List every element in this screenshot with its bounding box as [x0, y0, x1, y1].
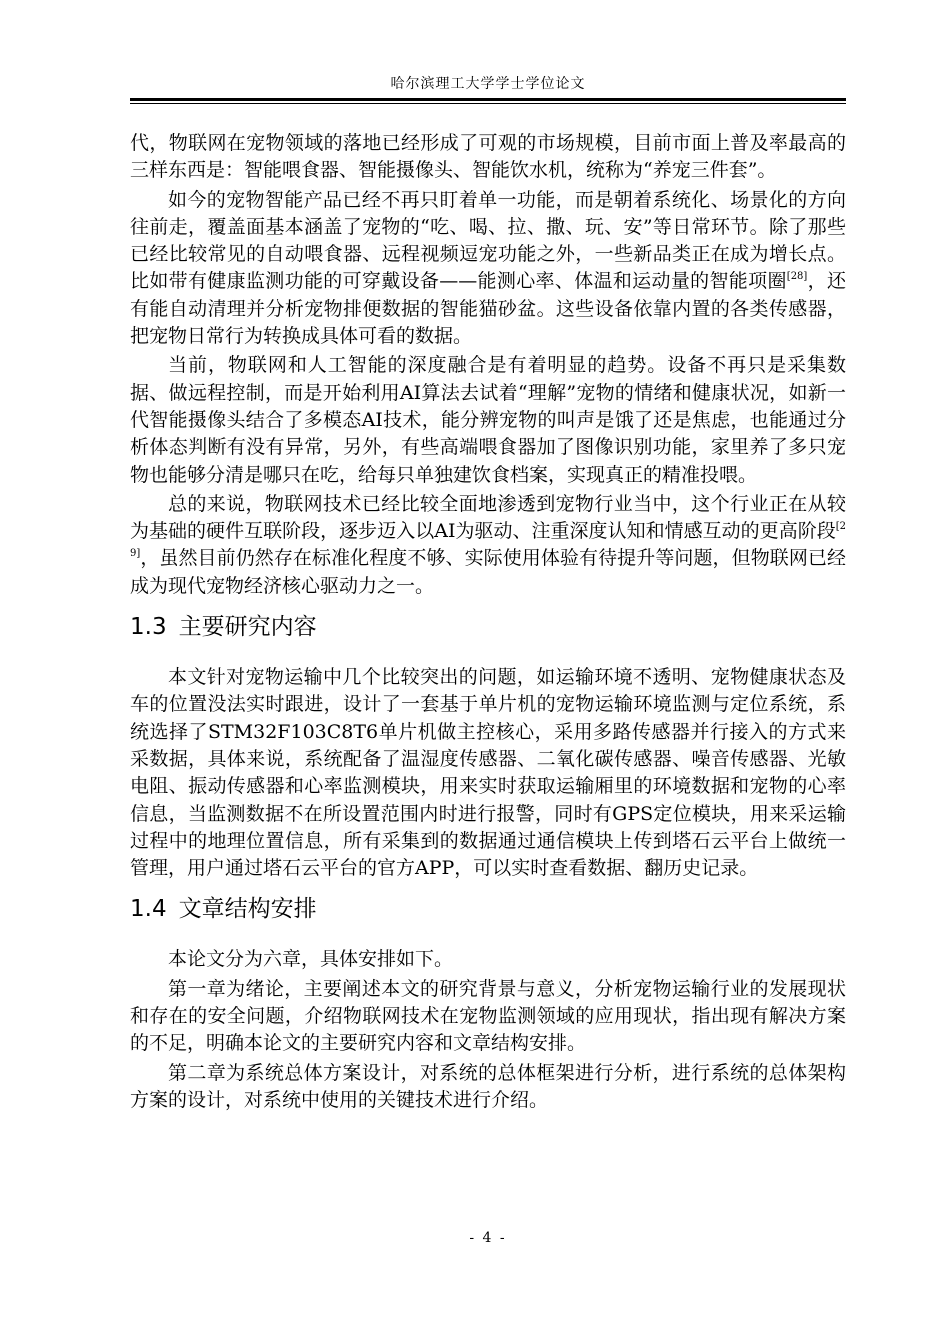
- paragraph-chapter-2: 第二章为系统总体方案设计，对系统的总体框架进行分析，进行系统的总体架构方案的设计，对系统中使用的关键技术进行介绍。: [130, 1061, 846, 1111]
- section-title: 文章结构安排: [178, 896, 317, 923]
- section-number: 1.4: [130, 896, 167, 923]
- paragraph-text: 如今的宠物智能产品已经不再只盯着单一功能，而是朝着系统化、场景化的方向往前走，覆盖面基本涵盖了宠物的“吃、喝、拉、撒、玩、安”等日常环节。除了那些已经比较常见的自动喂食器、远程视频逗宠功能之外，一些新品类正在成为增长点。比如带有健康监测功能的可穿戴设备——能测心率、体温和运动量的智能项圈: [130, 188, 846, 293]
- paragraph-text: 总的来说，物联网技术已经比较全面地渗透到宠物行业当中，这个行业正在从较为基础的硬件互联阶段，逐步迈入以AI为驱动、注重深度认知和情感互动的更高阶段: [130, 492, 846, 543]
- paragraph-pet-smart-products: [130, 187, 846, 351]
- paragraph-summary: [130, 491, 846, 600]
- section-heading-1-3: [130, 612, 846, 642]
- paragraph-chapter-intro: 本论文分为六章，具体安排如下。: [168, 948, 454, 971]
- section-heading-1-4: [130, 894, 846, 924]
- citation-29[interactable]: [29]: [130, 521, 846, 560]
- paragraph-continuation: 代，物联网在宠物领域的落地已经形成了可观的市场规模，目前市面上普及率最高的三样东西是：智能喂食器、智能摄像头、智能饮水机，统称为“养宠三件套”。: [130, 132, 846, 182]
- header-rule-thin: [130, 103, 846, 104]
- paragraph-text: ，虽然目前仍然存在标准化程度不够、实际使用体验有待提升等问题，但物联网已经成为现代宠物经济核心驱动力之一。: [130, 547, 846, 597]
- section-number: 1.3: [130, 614, 167, 641]
- paragraph-iot-ai-fusion: 当前，物联网和人工智能的深度融合是有着明显的趋势。设备不再只是采集数据、做远程控制，而是开始利用AI算法去试着“理解”宠物的情绪和健康状况，如新一代智能摄像头结合了多模态AI技术，能分辨宠物的叫声是饿了还是焦虑，也能通过分析体态判断有没有异常，另外，有些高端喂食器加了图像识别功能，家里养了多只宠物也能够分清是哪只在吃，给每只单独建饮食档案，实现真正的精准投喂。: [130, 354, 846, 486]
- paragraph-chapter-1: 第一章为绪论，主要阐述本文的研究背景与意义，分析宠物运输行业的发展现状和存在的安全问题，介绍物联网技术在宠物监测领域的应用现状，指出现有解决方案的不足，明确本论文的主要研究内容和文章结构安排。: [130, 977, 846, 1055]
- citation-28[interactable]: [28]: [786, 271, 808, 283]
- header-rule-thick: [130, 98, 846, 101]
- page-number: - 4 -: [469, 1230, 507, 1246]
- paragraph-research-content: 本文针对宠物运输中几个比较突出的问题，如运输环境不透明、宠物健康状态及车的位置没法实时跟进，设计了一套基于单片机的宠物运输环境监测与定位系统，系统选择了STM32F103C8T6单片机做主控核心，采用多路传感器并行接入的方式来采数据，具体来说，系统配备了温湿度传感器、二氧化碳传感器、噪音传感器、光敏电阻、振动传感器和心率监测模块，用来实时获取运输厢里的环境数据和宠物的心率信息，当监测数据不在所设置范围内时进行报警，同时有GPS定位模块，用来采运输过程中的地理位置信息，所有采集到的数据通过通信模块上传到塔石云平台上做统一管理，用户通过塔石云平台的官方APP，可以实时查看数据、翻历史记录。: [130, 666, 846, 880]
- running-header: 哈尔滨理工大学学士学位论文: [390, 76, 586, 92]
- section-title: 主要研究内容: [178, 614, 317, 641]
- paragraph-text: ，还有能自动清理并分析宠物排便数据的智能猫砂盆。这些设备依靠内置的各类传感器，把宠物日常行为转换成具体可看的数据。: [130, 270, 846, 348]
- page-body: [130, 130, 846, 1114]
